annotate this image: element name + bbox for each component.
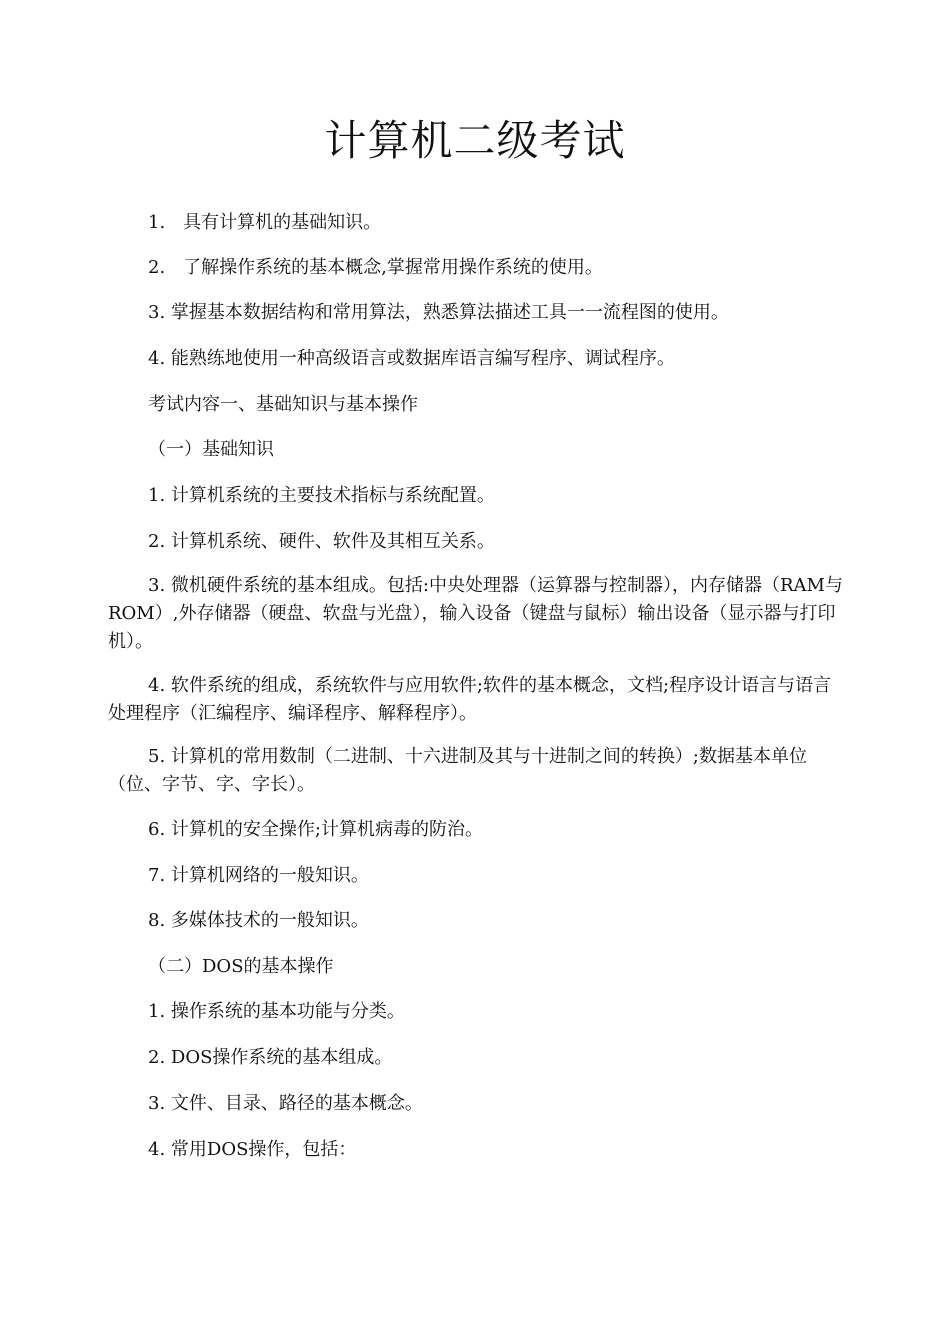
- dos-item-1: 1. 操作系统的基本功能与分类。: [148, 1001, 405, 1022]
- basics-item-2: 2. 计算机系统、硬件、软件及其相互关系。: [148, 531, 495, 552]
- dos-item-4: 4. 常用DOS操作，包括：: [148, 1139, 357, 1160]
- basics-item-1: 1. 计算机系统的主要技术指标与系统配置。: [148, 485, 495, 506]
- dos-item-3: 3. 文件、目录、路径的基本概念。: [148, 1093, 423, 1114]
- document-title: 计算机二级考试: [324, 116, 626, 165]
- objective-1: 1. 具有计算机的基础知识。: [148, 212, 382, 233]
- subsection-heading-dos: （二）DOS的基本操作: [148, 956, 334, 977]
- basics-item-7: 7. 计算机网络的一般知识。: [148, 865, 369, 886]
- basics-item-6: 6. 计算机的安全操作;计算机病毒的防治。: [148, 819, 483, 840]
- basics-item-8: 8. 多媒体技术的一般知识。: [148, 910, 369, 931]
- basics-item-3: 3. 微机硬件系统的基本组成。包括:中央处理器（运算器与控制器），内存储器（RAM与ROM）,外存储器（硬盘、软盘与光盘），输入设备（键盘与鼠标）输出设备（显示器与打印机）。: [108, 575, 843, 652]
- subsection-heading-basics: （一）基础知识: [148, 439, 274, 460]
- section-heading: 考试内容一、基础知识与基本操作: [148, 394, 418, 415]
- dos-item-2: 2. DOS操作系统的基本组成。: [148, 1047, 393, 1068]
- basics-item-4: 4. 软件系统的组成，系统软件与应用软件;软件的基本概念，文档;程序设计语言与语言处理程序（汇编程序、编译程序、解释程序）。: [108, 675, 832, 724]
- objective-4: 4. 能熟练地使用一种高级语言或数据库语言编写程序、调试程序。: [148, 348, 675, 369]
- basics-item-5: 5. 计算机的常用数制（二进制、十六进制及其与十进制之间的转换）;数据基本单位（位、字节、字、字长）。: [108, 746, 807, 795]
- objective-3: 3. 掌握基本数据结构和常用算法，熟悉算法描述工具一一流程图的使用。: [148, 302, 729, 323]
- objective-2: 2. 了解操作系统的基本概念,掌握常用操作系统的使用。: [148, 257, 603, 278]
